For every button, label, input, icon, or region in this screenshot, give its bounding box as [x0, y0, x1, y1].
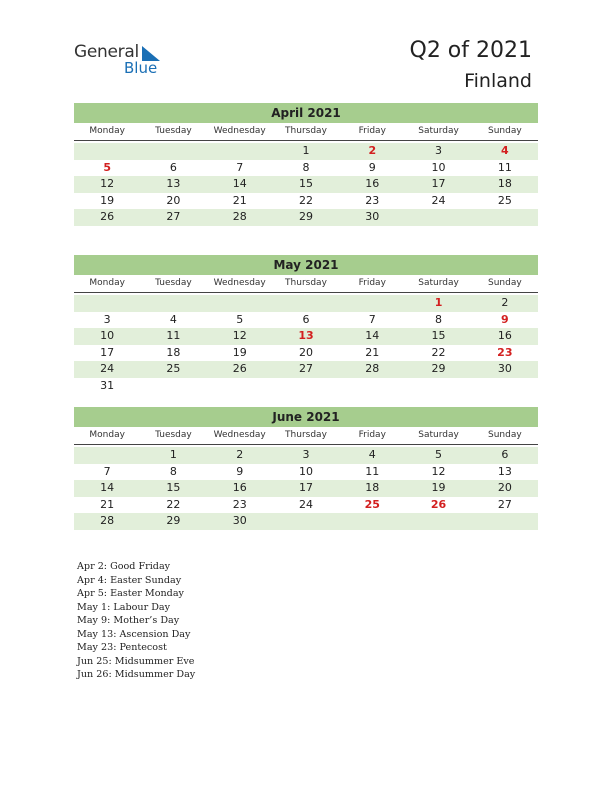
day-cell: 11 [497, 160, 512, 174]
holiday-note: Jun 26: Midsummer Day [77, 669, 196, 680]
month-calendar [74, 255, 538, 394]
empty-day-cell [273, 378, 339, 395]
weekday-header-row [74, 427, 538, 445]
empty-day-cell [472, 209, 538, 226]
empty-day-cell [472, 378, 538, 395]
day-cell: 19 [431, 481, 446, 494]
holiday-day-cell: 9 [501, 312, 509, 326]
day-cell: 24 [298, 497, 313, 511]
holiday-day-cell: 5 [103, 160, 111, 174]
day-cell: 8 [435, 312, 443, 326]
empty-day-cell [74, 447, 140, 464]
weekday-label: Monday [89, 430, 125, 440]
day-cell: 23 [365, 193, 380, 207]
empty-day-cell [273, 295, 339, 312]
day-cell: 29 [166, 514, 181, 527]
empty-day-cell [74, 143, 140, 160]
empty-day-cell [405, 378, 471, 395]
day-cell: 21 [100, 497, 115, 511]
day-cell: 18 [166, 345, 181, 359]
day-cell: 27 [497, 497, 512, 511]
day-cell: 12 [232, 329, 247, 342]
week-row [74, 160, 538, 177]
day-cell: 15 [298, 177, 313, 190]
empty-day-cell [339, 378, 405, 395]
day-cell: 9 [236, 464, 244, 478]
day-cell: 28 [100, 514, 115, 527]
holiday-note: May 13: Ascension Day [77, 628, 191, 640]
weekday-label: Thursday [285, 126, 327, 136]
empty-day-cell [207, 143, 273, 160]
day-cell: 6 [169, 160, 177, 174]
day-cell: 14 [365, 329, 380, 342]
weekday-label: Sunday [487, 430, 522, 440]
day-cell: 26 [232, 362, 247, 375]
day-cell: 13 [166, 177, 181, 190]
logo-word-general: General [74, 42, 139, 62]
holiday-day-cell: 1 [434, 296, 443, 309]
weekday-label: Friday [358, 278, 386, 288]
day-cell: 22 [298, 193, 313, 207]
day-cell: 14 [100, 481, 115, 494]
day-cell: 17 [100, 345, 115, 359]
day-cell: 12 [100, 177, 115, 190]
empty-day-cell [207, 295, 273, 312]
day-cell: 8 [302, 160, 310, 174]
day-cell: 24 [100, 362, 115, 375]
weekday-label: Wednesday [213, 430, 266, 440]
day-cell: 9 [368, 160, 376, 174]
week-row [74, 345, 538, 362]
week-row [74, 143, 538, 160]
day-cell: 28 [232, 210, 247, 223]
weekday-header-row [74, 123, 538, 141]
weekday-label: Friday [358, 430, 386, 440]
week-row [74, 193, 538, 210]
day-cell: 16 [497, 329, 512, 342]
week-row [74, 328, 538, 345]
day-cell: 16 [365, 177, 380, 190]
day-cell: 5 [236, 312, 244, 326]
day-cell: 21 [232, 193, 247, 207]
week-row [74, 361, 538, 378]
holiday-day-cell: 4 [501, 144, 509, 157]
empty-day-cell [472, 513, 538, 530]
weekday-label: Tuesday [155, 126, 192, 136]
day-cell: 14 [232, 177, 247, 190]
holiday-note: Apr 4: Easter Sunday [77, 574, 182, 586]
day-cell: 17 [431, 177, 446, 190]
day-cell: 29 [298, 210, 313, 223]
page-title: Q2 of 2021 [409, 38, 532, 63]
day-cell: 24 [431, 193, 446, 207]
empty-day-cell [207, 378, 273, 395]
day-cell: 7 [236, 160, 244, 174]
weekday-label: Thursday [285, 430, 327, 440]
day-cell: 7 [103, 464, 111, 478]
holiday-note: Apr 2: Good Friday [77, 561, 171, 572]
country-name: Finland [464, 70, 532, 92]
day-cell: 6 [302, 312, 310, 326]
holiday-day-cell: 23 [497, 345, 513, 359]
day-cell: 1 [169, 448, 177, 461]
holiday-note: May 9: Mother’s Day [77, 615, 180, 626]
day-cell: 13 [497, 464, 512, 478]
day-cell: 11 [365, 464, 380, 478]
week-row [74, 447, 538, 464]
empty-day-cell [405, 513, 471, 530]
week-row [74, 464, 538, 481]
month-calendar [74, 407, 538, 530]
day-cell: 2 [236, 448, 244, 461]
day-cell: 16 [232, 481, 247, 494]
empty-day-cell [273, 513, 339, 530]
week-row [74, 312, 538, 329]
weekday-header-row [74, 275, 538, 293]
day-cell: 19 [232, 345, 247, 359]
generalblue-logo [74, 42, 174, 78]
holiday-note: May 23: Pentecost [77, 642, 167, 653]
holiday-note: Apr 5: Easter Monday [77, 588, 184, 599]
week-row [74, 480, 538, 497]
weekday-label: Saturday [418, 278, 459, 288]
holiday-day-cell: 25 [364, 497, 380, 511]
month-title: April 2021 [74, 103, 538, 123]
day-cell: 10 [100, 329, 115, 342]
day-cell: 10 [431, 160, 446, 174]
logo-word-blue: Blue [124, 59, 158, 77]
week-row [74, 497, 538, 514]
weekday-label: Wednesday [213, 126, 266, 136]
empty-day-cell [140, 295, 206, 312]
day-cell: 19 [100, 193, 115, 207]
week-row [74, 209, 538, 226]
month-title: May 2021 [74, 255, 538, 275]
day-cell: 26 [100, 210, 115, 223]
day-cell: 23 [232, 497, 247, 511]
day-cell: 3 [302, 448, 310, 461]
day-cell: 8 [169, 464, 177, 478]
month-title: June 2021 [74, 407, 538, 427]
day-cell: 22 [166, 497, 181, 511]
month-calendar [74, 103, 538, 226]
day-cell: 7 [368, 312, 376, 326]
day-cell: 4 [368, 448, 376, 461]
day-cell: 25 [166, 362, 181, 375]
weekday-label: Monday [89, 278, 125, 288]
day-cell: 30 [497, 362, 512, 375]
day-cell: 20 [166, 193, 181, 207]
empty-day-cell [405, 209, 471, 226]
day-cell: 27 [166, 210, 181, 223]
weekday-label: Tuesday [155, 278, 192, 288]
day-cell: 25 [497, 193, 512, 207]
empty-day-cell [339, 513, 405, 530]
weekday-label: Saturday [418, 430, 459, 440]
day-cell: 15 [166, 481, 181, 494]
holiday-note: May 1: Labour Day [77, 601, 171, 613]
empty-day-cell [339, 295, 405, 312]
day-cell: 18 [497, 177, 512, 190]
day-cell: 20 [298, 345, 313, 359]
day-cell: 21 [365, 345, 380, 359]
holiday-day-cell: 26 [430, 497, 447, 511]
empty-day-cell [140, 378, 206, 395]
day-cell: 11 [166, 329, 181, 342]
day-cell: 6 [501, 448, 509, 461]
weekday-label: Saturday [418, 126, 459, 136]
day-cell: 3 [103, 312, 111, 326]
week-row [74, 513, 538, 530]
day-cell: 30 [232, 514, 247, 527]
weekday-label: Sunday [487, 278, 522, 288]
weekday-label: Tuesday [155, 430, 192, 440]
day-cell: 2 [501, 296, 509, 309]
day-cell: 30 [365, 210, 380, 223]
day-cell: 22 [431, 345, 446, 359]
day-cell: 15 [431, 329, 446, 342]
weekday-label: Sunday [487, 126, 522, 136]
holiday-list [77, 560, 195, 682]
week-row [74, 295, 538, 312]
weekday-label: Monday [89, 126, 125, 136]
day-cell: 17 [298, 481, 313, 494]
empty-day-cell [140, 143, 206, 160]
day-cell: 3 [435, 144, 443, 157]
weekday-label: Thursday [285, 278, 327, 288]
day-cell: 1 [302, 144, 310, 157]
empty-day-cell [74, 295, 140, 312]
holiday-note: Jun 25: Midsummer Eve [77, 655, 195, 667]
weekday-label: Friday [358, 126, 386, 136]
day-cell: 27 [298, 362, 313, 375]
day-cell: 10 [298, 464, 313, 478]
day-cell: 20 [497, 481, 512, 494]
day-cell: 4 [169, 312, 177, 326]
week-row [74, 378, 538, 395]
week-row [74, 176, 538, 193]
day-cell: 29 [431, 362, 446, 375]
holiday-day-cell: 2 [368, 144, 377, 157]
weekday-label: Wednesday [213, 278, 266, 288]
day-cell: 18 [365, 481, 380, 494]
day-cell: 28 [365, 362, 380, 375]
day-cell: 5 [435, 448, 443, 461]
day-cell: 31 [100, 378, 115, 392]
day-cell: 12 [431, 464, 446, 478]
holiday-day-cell: 13 [298, 329, 314, 342]
